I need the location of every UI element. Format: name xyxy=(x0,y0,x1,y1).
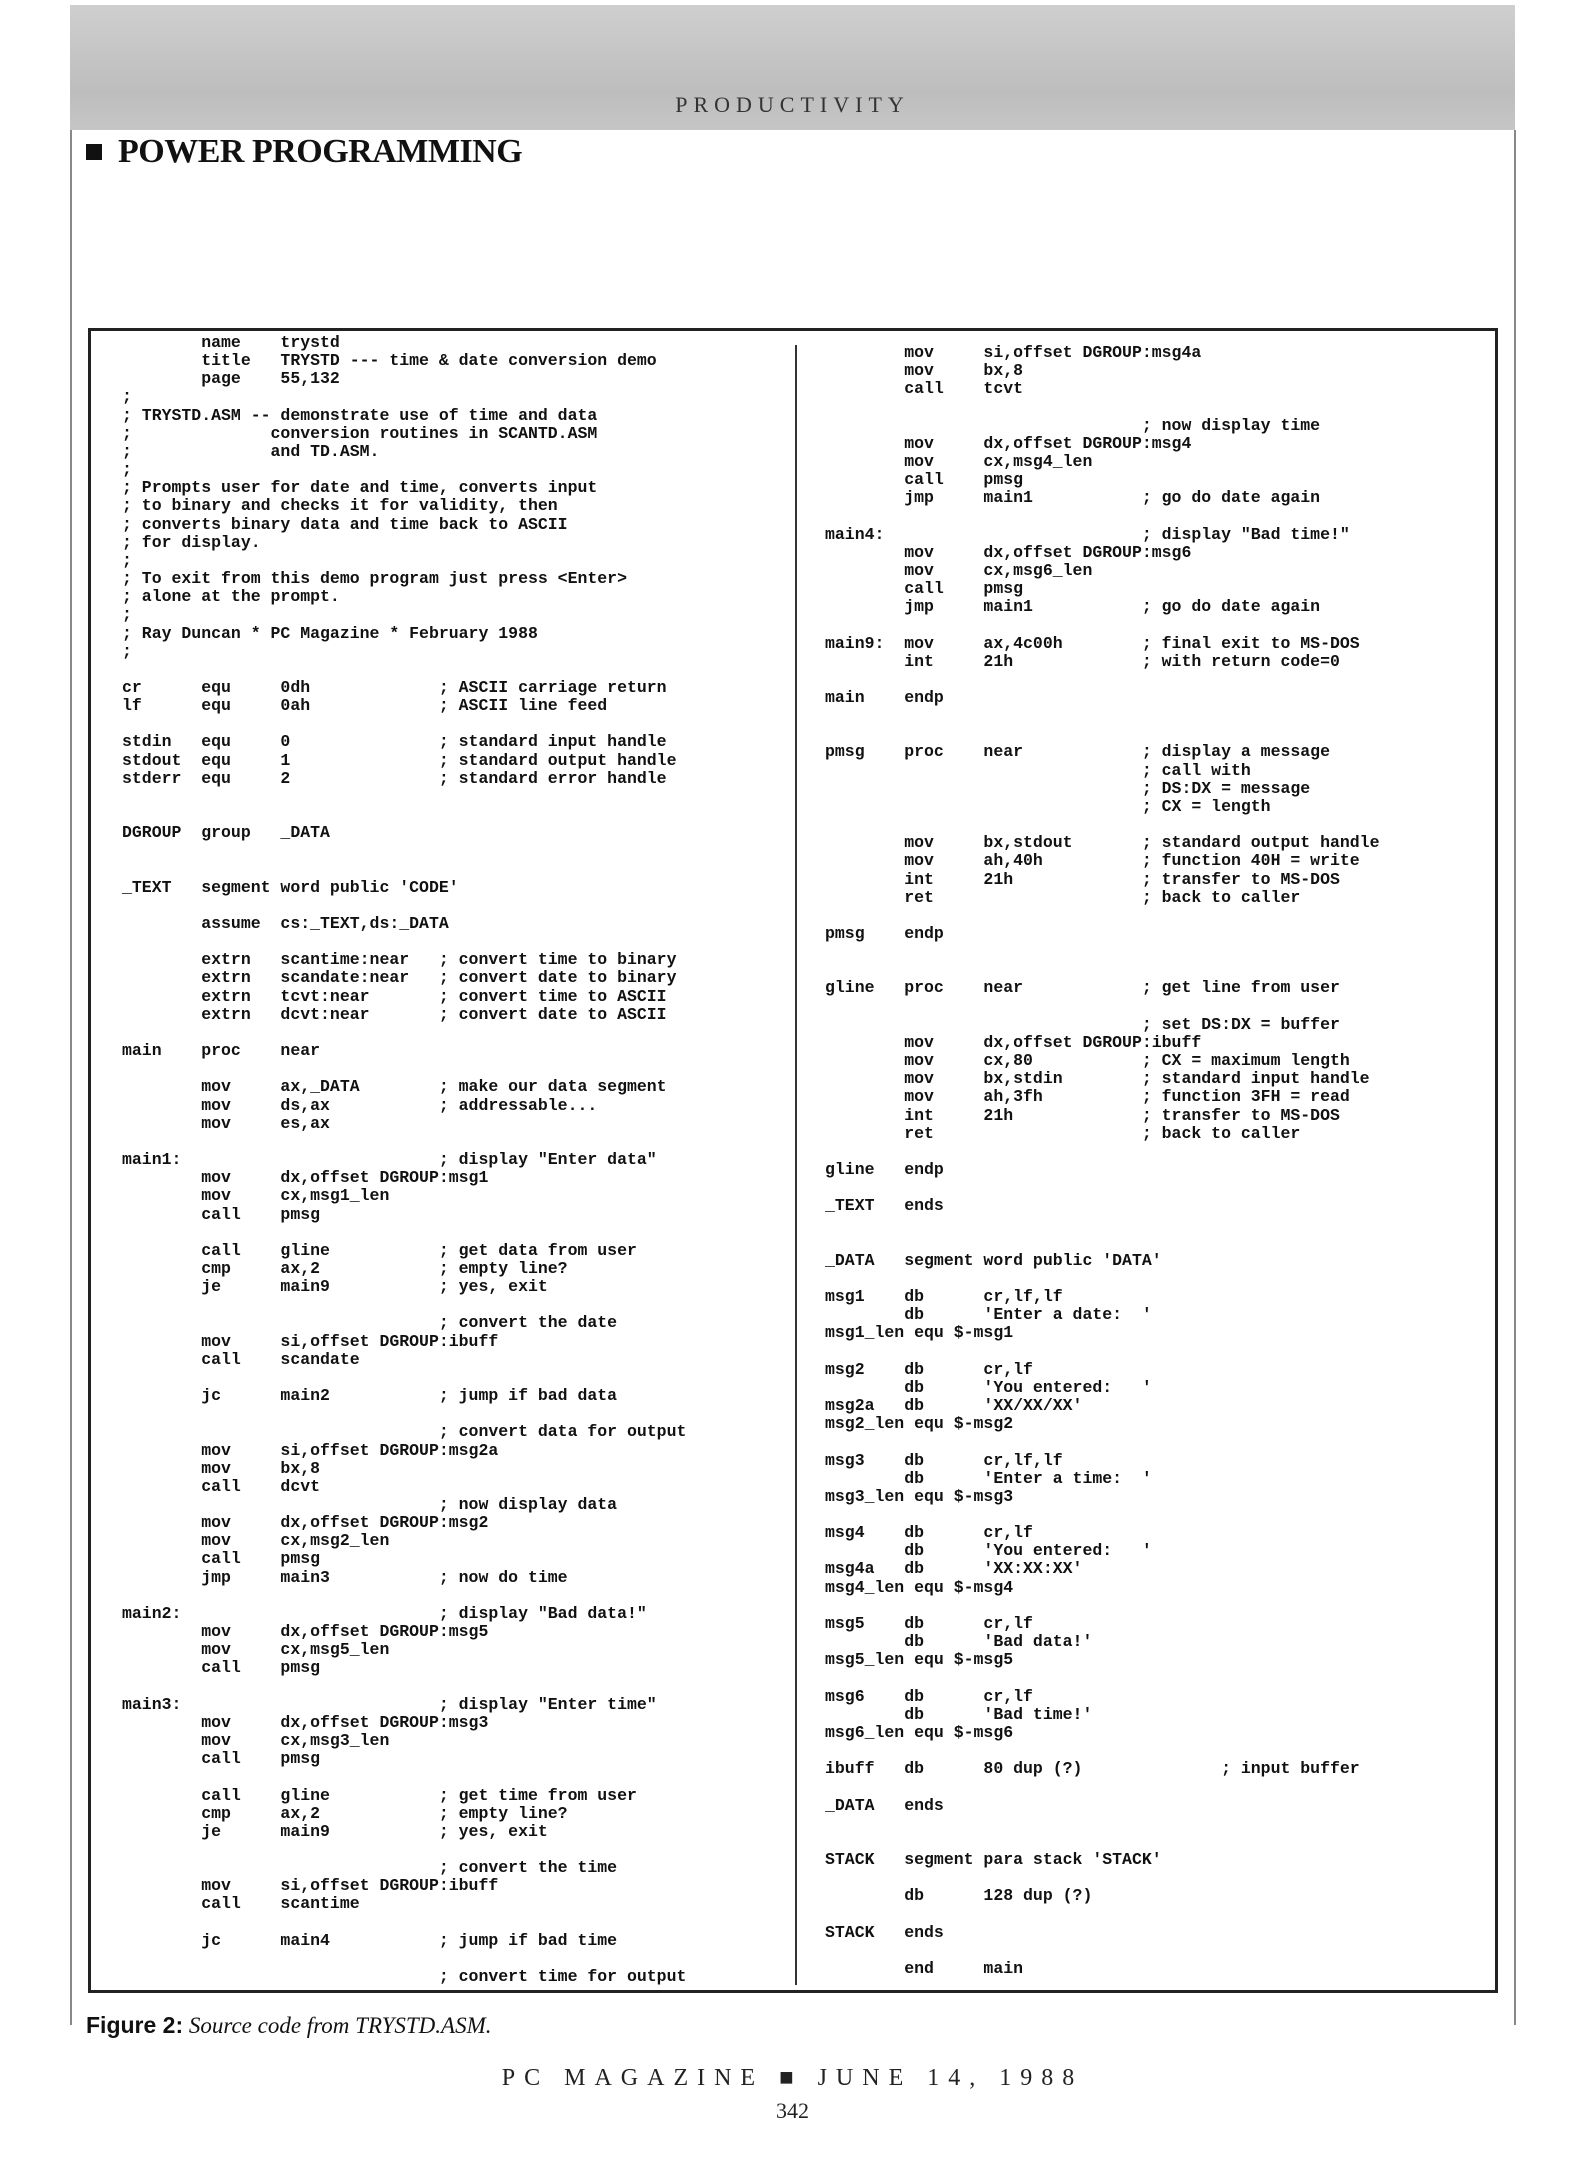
square-bullet-icon xyxy=(86,144,102,160)
header-band xyxy=(70,5,1515,130)
caption-label: Figure 2: xyxy=(86,2012,184,2038)
page-title: POWER PROGRAMMING xyxy=(118,133,523,170)
caption-text: Source code from TRYSTD.ASM. xyxy=(183,2013,492,2038)
footer-magazine-line: PC MAGAZINE ■ JUNE 14, 1988 xyxy=(501,2065,1084,2091)
page-heading xyxy=(86,133,522,171)
column-divider xyxy=(795,345,797,1985)
section-label: PRODUCTIVITY xyxy=(675,92,910,117)
left-page-rule xyxy=(70,130,72,2025)
code-listing-right: mov si,offset DGROUP:msg4a mov bx,8 call tcvt ; now display time mov dx,offset DGROUP:msg4 mov cx,msg4_len call pmsg jmp main1 ; go do date again main4: ; display "Bad time!" mov dx,offset DGROUP:msg6 mov cx,msg6_len call pmsg jmp main1 ; go do date again main9: mov ax,4c00h ; final exit to MS-DOS int 21h ; with return code=0 main endp pmsg proc near ; display a message ; call with ; DS:DX = message ; CX = length mov bx,stdout ; standard output handle mov ah,40h ; function 40H = write int 21h ; transfer to MS-DOS ret ; back to caller pmsg endp gline proc near ; get line from user ; set DS:DX = buffer mov dx,offset DGROUP:ibuff mov cx,80 ; CX = maximum length mov bx,stdin ; standard input handle mov ah,3fh ; function 3FH = read int 21h ; transfer to MS-DOS ret ; back to caller gline endp _TEXT ends _DATA segment word public 'DATA' msg1 db cr,lf,lf db 'Enter a date: ' msg1_len equ $-msg1 msg2 db cr,lf db 'You entered: ' msg2a db 'XX/XX/XX' msg2_len equ $-msg2 msg3 db cr,lf,lf db 'Enter a time: ' msg3_len equ $-msg3 msg4 db cr,lf db 'You entered: ' msg4a db 'XX:XX:XX' msg4_len equ $-msg4 msg5 db cr,lf db 'Bad data!' msg5_len equ $-msg5 msg6 db cr,lf db 'Bad time!' msg6_len equ $-msg6 ibuff db 80 dup (?) ; input buffer _DATA ends STACK segment para stack 'STACK' db 128 dup (?) STACK ends end main xyxy=(825,343,1380,1978)
page-number: 342 xyxy=(776,2098,809,2123)
right-page-rule xyxy=(1514,130,1516,2025)
figure-caption xyxy=(86,2012,491,2039)
code-listing-left: name trystd title TRYSTD --- time & date conversion demo page 55,132 ; ; TRYSTD.ASM -- demonstrate use of time and data ; conversion routines in SCANTD.ASM ; and TD.ASM. ; ; Prompts user for date and time, converts input ; to binary and checks it for validity, then ; converts binary data and time back to ASCII ; for display. ; ; To exit from this demo program just press <Enter> ; alone at the prompt. ; ; Ray Duncan * PC Magazine * February 1988 ; cr equ 0dh ; ASCII carriage return lf equ 0ah ; ASCII line feed stdin equ 0 ; standard input handle stdout equ 1 ; standard output handle stderr equ 2 ; standard error handle DGROUP group _DATA _TEXT segment word public 'CODE' assume cs:_TEXT,ds:_DATA extrn scantime:near ; convert time to binary extrn scandate:near ; convert date to binary extrn tcvt:near ; convert time to ASCII extrn dcvt:near ; convert date to ASCII main proc near mov ax,_DATA ; make our data segment mov ds,ax ; addressable... mov es,ax main1: ; display "Enter data" mov dx,offset DGROUP:msg1 mov cx,msg1_len call pmsg call gline ; get data from user cmp ax,2 ; empty line? je main9 ; yes, exit ; convert the date mov si,offset DGROUP:ibuff call scandate jc main2 ; jump if bad data ; convert data for output mov si,offset DGROUP:msg2a mov bx,8 call dcvt ; now display data mov dx,offset DGROUP:msg2 mov cx,msg2_len call pmsg jmp main3 ; now do time main2: ; display "Bad data!" mov dx,offset DGROUP:msg5 mov cx,msg5_len call pmsg main3: ; display "Enter time" mov dx,offset DGROUP:msg3 mov cx,msg3_len call pmsg call gline ; get time from user cmp ax,2 ; empty line? je main9 ; yes, exit ; convert the time mov si,offset DGROUP:ibuff call scantime jc main4 ; jump if bad time ; convert time for output xyxy=(122,333,687,1987)
